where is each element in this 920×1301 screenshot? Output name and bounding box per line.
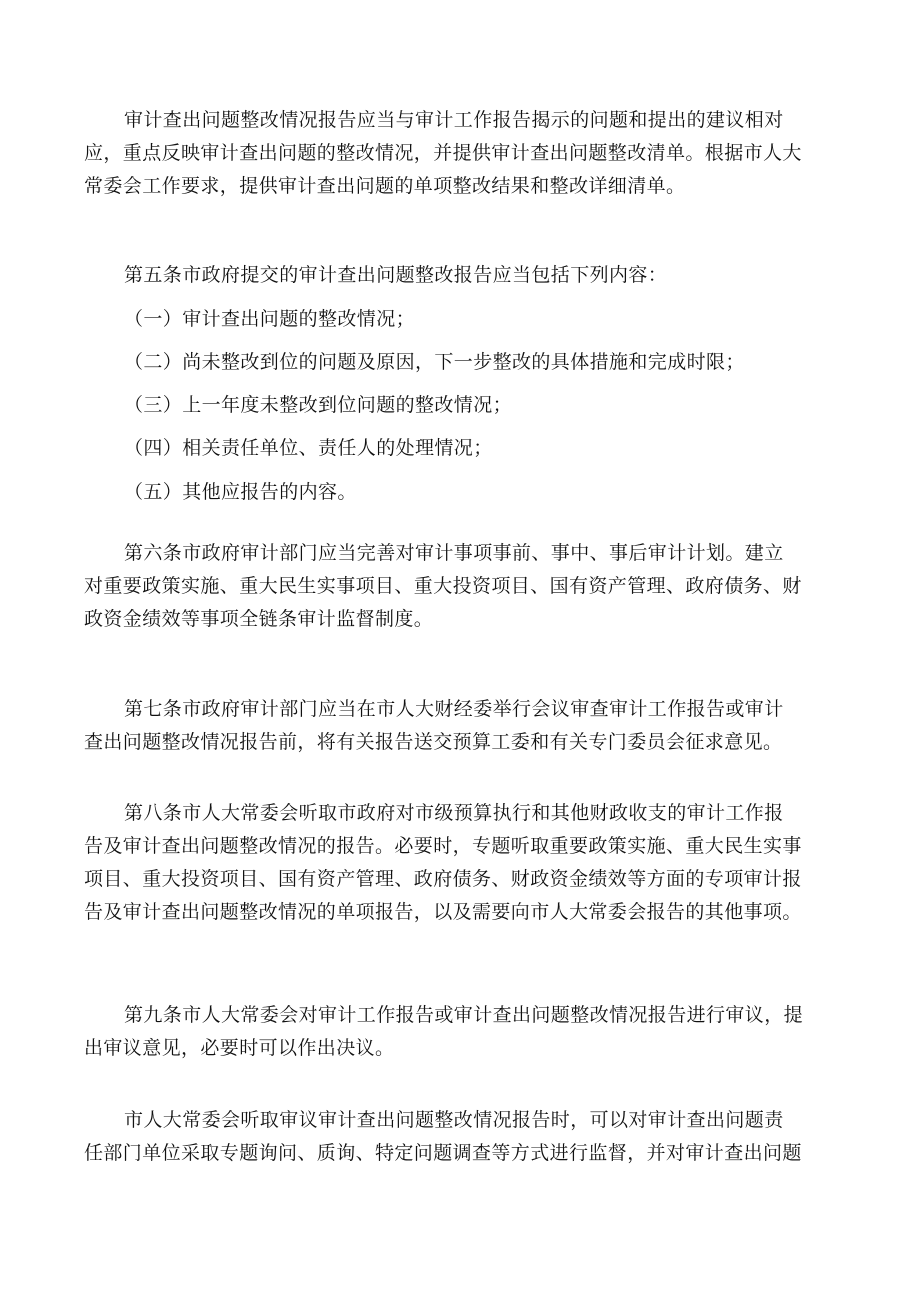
- paragraph-rectification-report-content: [84, 104, 830, 203]
- text-line: 告及审计查出问题整改情况的报告。必要时，专题听取重要政策实施、重大民生实事: [84, 835, 802, 857]
- list-item-2: （二）尚未整改到位的问题及原因，下一步整改的具体措施和完成时限；: [124, 351, 745, 373]
- paragraph-article-5: [84, 259, 830, 292]
- text-line: 第八条市人大常委会听取市政府对市级预算执行和其他财政收支的审计工作报: [124, 802, 784, 824]
- text-line: 应，重点反映审计查出问题的整改情况，并提供审计查出问题整改清单。根据市人大: [84, 142, 802, 164]
- text-line: 告及审计查出问题整改情况的单项报告，以及需要向市人大常委会报告的其他事项。: [84, 901, 802, 923]
- list-item-4: （四）相关责任单位、责任人的处理情况；: [124, 437, 493, 459]
- text-line: 第五条市政府提交的审计查出问题整改报告应当包括下列内容：: [124, 264, 668, 286]
- paragraph-hearing-supervision: [84, 1104, 830, 1170]
- text-line: 任部门单位采取专题询问、质询、特定问题调查等方式进行监督，并对审计查出问题: [84, 1142, 802, 1164]
- paragraph-article-6: [84, 537, 830, 636]
- text-line: 第六条市政府审计部门应当完善对审计事项事前、事中、事后审计计划。建立: [124, 542, 784, 564]
- text-line: 审计查出问题整改情况报告应当与审计工作报告揭示的问题和提出的建议相对: [124, 109, 784, 131]
- text-line: 常委会工作要求，提供审计查出问题的单项整改结果和整改详细清单。: [84, 175, 686, 197]
- text-line: 对重要政策实施、重大民生实事项目、重大投资项目、国有资产管理、政府债务、财: [84, 575, 802, 597]
- paragraph-article-9: [84, 999, 830, 1065]
- text-line: 项目、重大投资项目、国有资产管理、政府债务、财政资金绩效等方面的专项审计报: [84, 868, 802, 890]
- text-line: 第九条市人大常委会对审计工作报告或审计查出问题整改情况报告进行审议，提: [124, 1004, 804, 1026]
- text-line: 政资金绩效等事项全链条审计监督制度。: [84, 608, 434, 630]
- list-item-1: （一）审计查出问题的整改情况；: [124, 308, 416, 330]
- text-line: 出审议意见，必要时可以作出决议。: [84, 1037, 395, 1059]
- paragraph-article-7: [84, 693, 830, 759]
- list-item-3: （三）上一年度未整改到位问题的整改情况；: [124, 394, 513, 416]
- text-line: 查出问题整改情况报告前，将有关报告送交预算工委和有关专门委员会征求意见。: [84, 731, 783, 753]
- text-line: 市人大常委会听取审议审计查出问题整改情况报告时，可以对审计查出问题责: [124, 1109, 784, 1131]
- text-line: 第七条市政府审计部门应当在市人大财经委举行会议审查审计工作报告或审计: [124, 698, 784, 720]
- paragraph-article-8: [84, 797, 830, 929]
- list-item-5: （五）其他应报告的内容。: [124, 481, 357, 503]
